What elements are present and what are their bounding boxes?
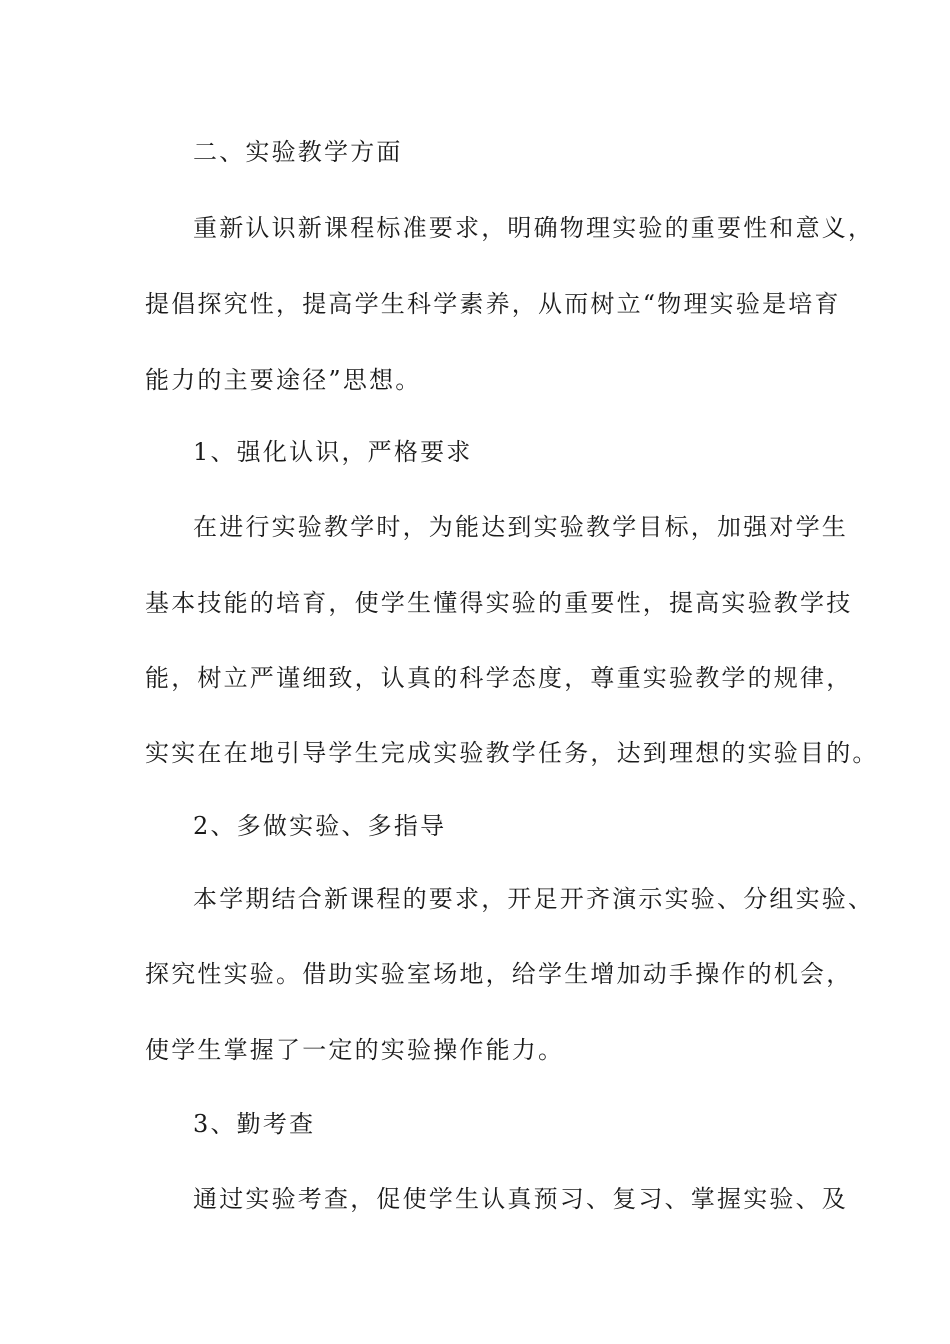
paragraph-line: 使学生掌握了一定的实验操作能力。 bbox=[145, 1036, 565, 1064]
subsection-heading: 1、强化认识，严格要求 bbox=[193, 438, 473, 466]
paragraph-line: 通过实验考查，促使学生认真预习、复习、掌握实验、及 bbox=[193, 1185, 848, 1213]
paragraph-line: 重新认识新课程标准要求，明确物理实验的重要性和意义， bbox=[193, 214, 875, 242]
paragraph-line: 基本技能的培育，使学生懂得实验的重要性，提高实验教学技 bbox=[145, 589, 853, 617]
paragraph-line: 能，树立严谨细致，认真的科学态度，尊重实验教学的规律， bbox=[145, 664, 853, 692]
paragraph-line: 在进行实验教学时，为能达到实验教学目标，加强对学生 bbox=[193, 513, 848, 541]
paragraph-line: 能力的主要途径”思想。 bbox=[145, 366, 422, 394]
paragraph-line: 提倡探究性，提高学生科学素养，从而树立“物理实验是培育 bbox=[145, 290, 841, 318]
section-heading: 二、实验教学方面 bbox=[193, 138, 403, 166]
paragraph-line: 本学期结合新课程的要求，开足开齐演示实验、分组实验、 bbox=[193, 885, 875, 913]
paragraph-line: 探究性实验。借助实验室场地，给学生增加动手操作的机会， bbox=[145, 960, 853, 988]
paragraph-line: 实实在在地引导学生完成实验教学任务，达到理想的实验目的。 bbox=[145, 739, 879, 767]
subsection-heading: 2、多做实验、多指导 bbox=[193, 812, 447, 840]
subsection-heading: 3、勤考查 bbox=[193, 1110, 316, 1138]
